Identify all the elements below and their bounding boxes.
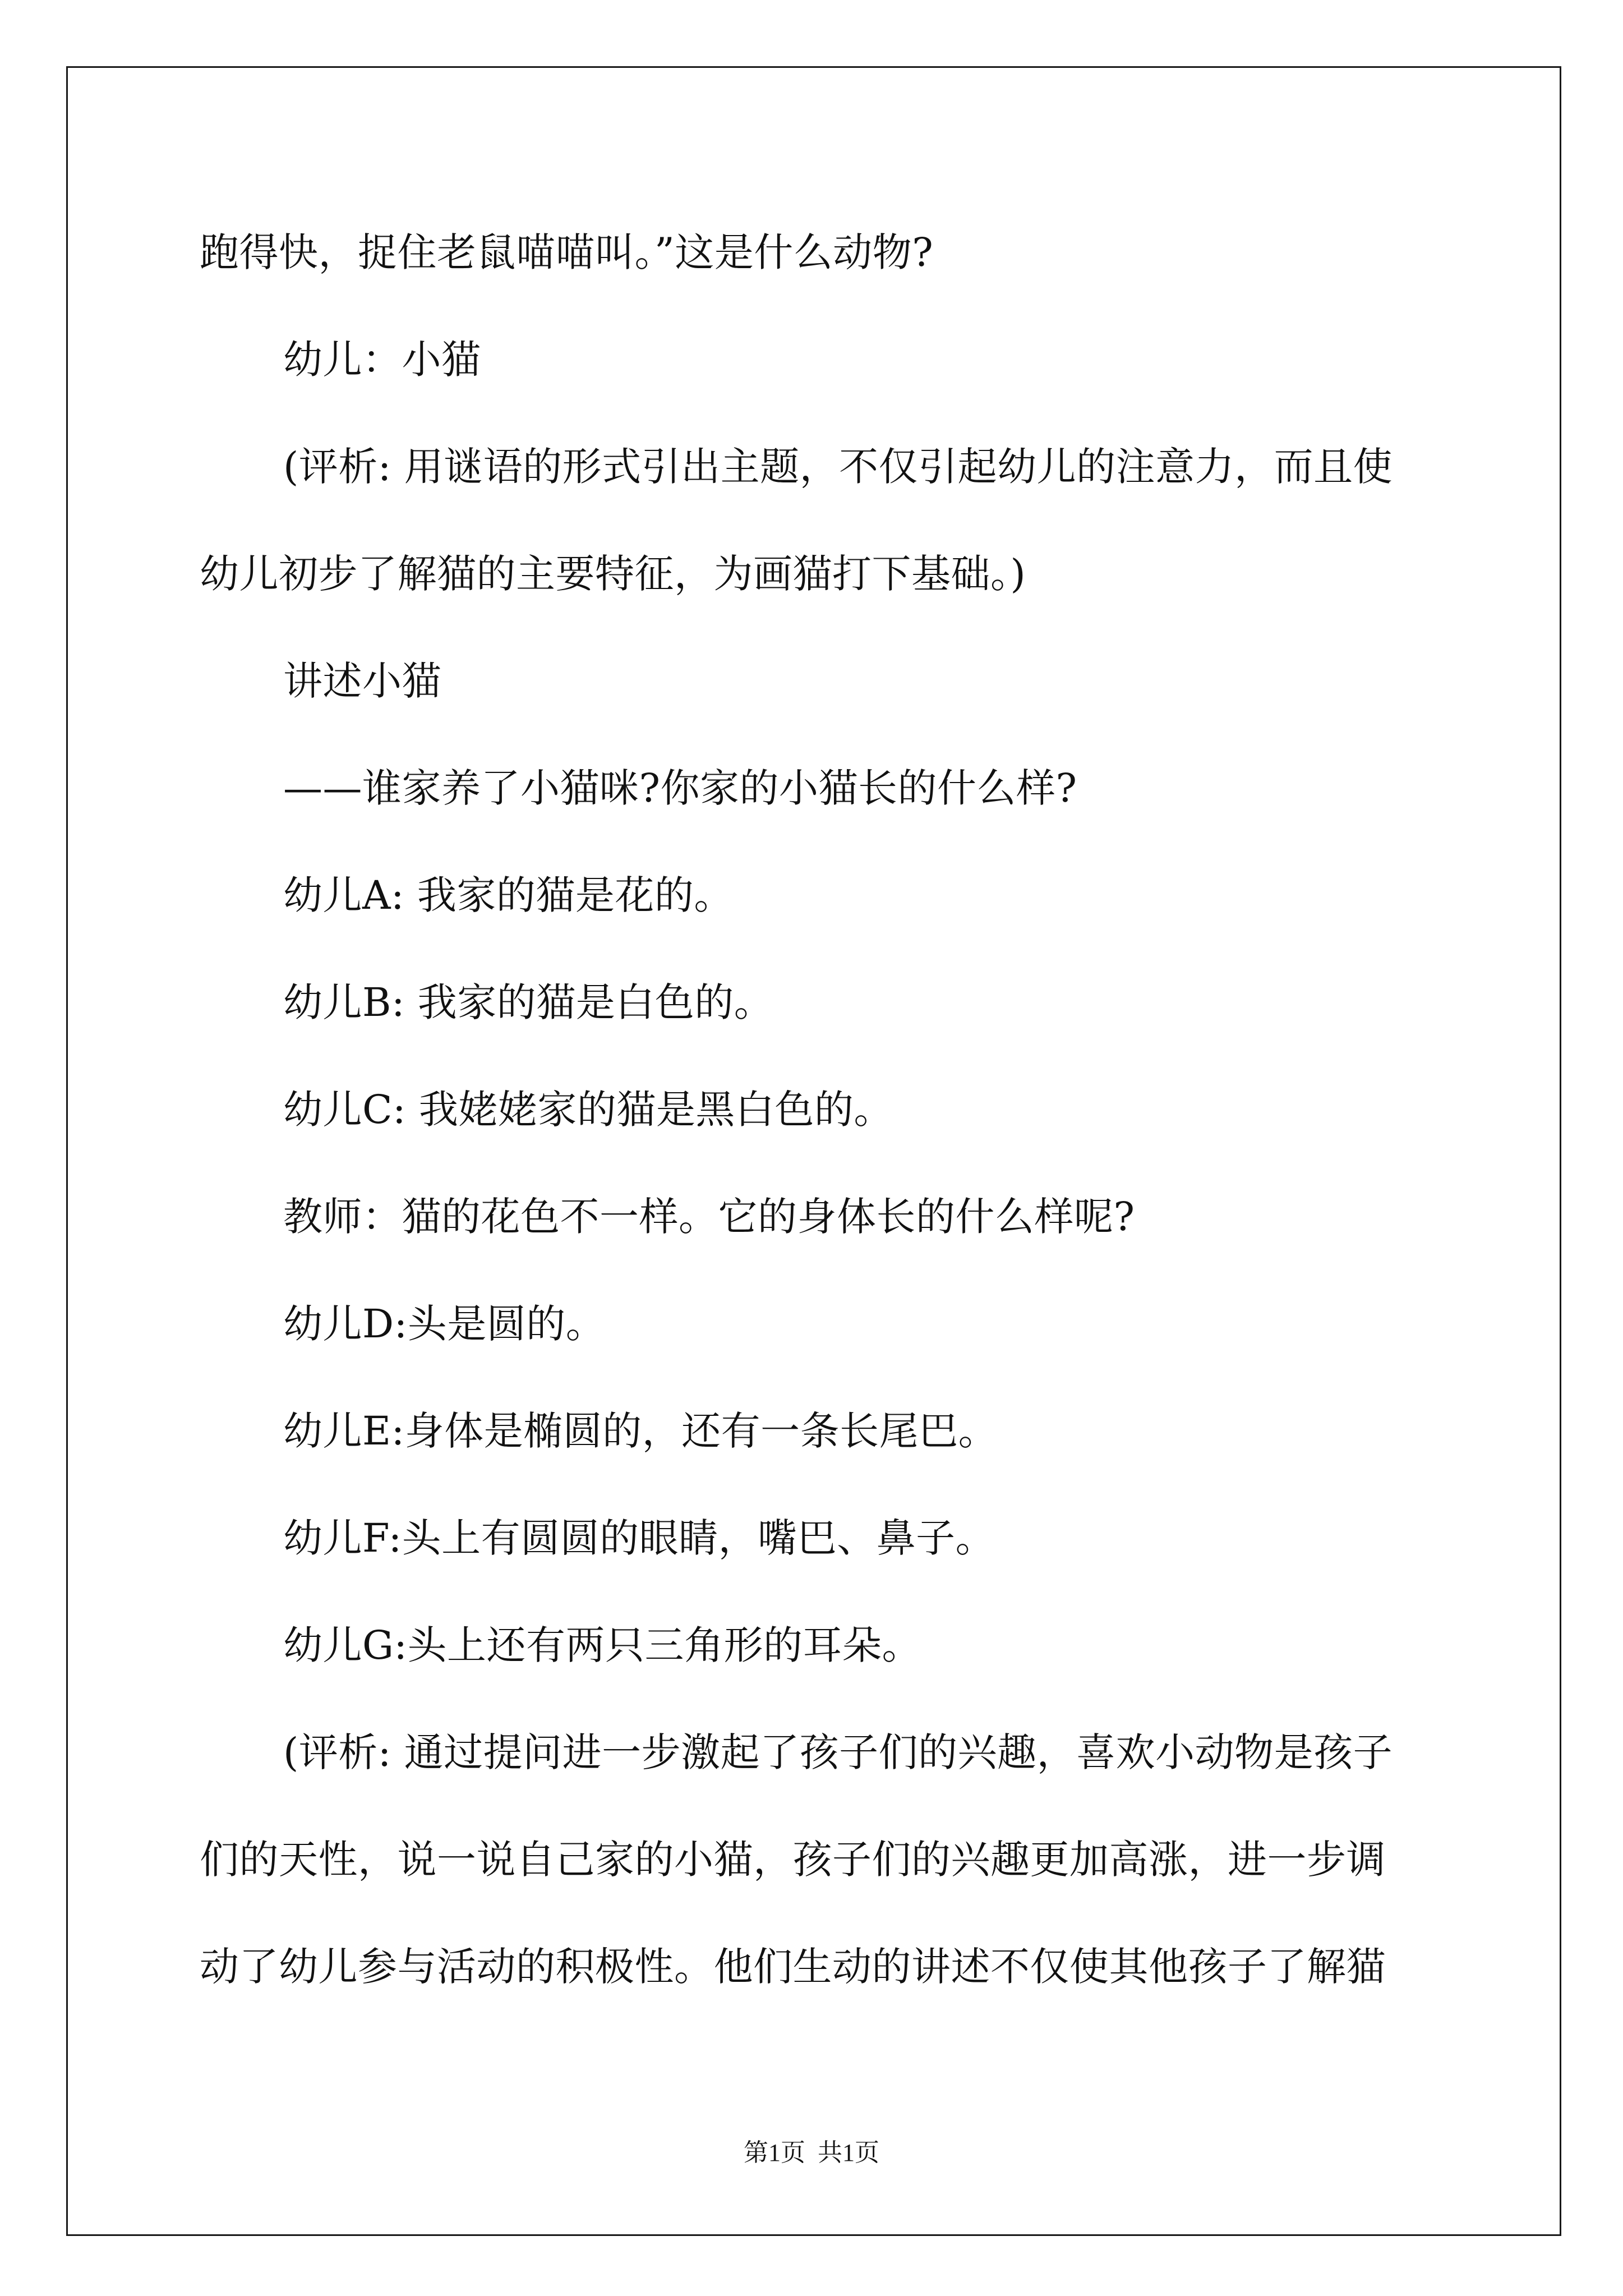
paragraph-line: 幼儿初步了解猫的主要特征，为画猫打下基础。) bbox=[200, 551, 1026, 597]
paragraph-line: 教师：猫的花色不一样。它的身体长的什么样呢? bbox=[283, 1194, 1135, 1240]
paragraph-line: (评析: 用谜语的形式引出主题，不仅引起幼儿的注意力，而且使 bbox=[283, 444, 1393, 490]
paragraph-line: 幼儿G:头上还有两只三角形的耳朵。 bbox=[283, 1622, 922, 1668]
paragraph-line: 动了幼儿参与活动的积极性。他们生动的讲述不仅使其他孩子了解猫 bbox=[200, 1944, 1386, 1990]
paragraph-line: 幼儿：小猫 bbox=[283, 337, 481, 383]
section-heading: 讲述小猫 bbox=[283, 658, 441, 704]
paragraph-line: (评析: 通过提问进一步激起了孩子们的兴趣，喜欢小动物是孩子 bbox=[283, 1729, 1393, 1775]
document-body bbox=[200, 199, 1433, 2021]
paragraph-line: 跑得快，捉住老鼠喵喵叫。”这是什么动物? bbox=[200, 229, 934, 275]
paragraph-line: 幼儿E:身体是椭圆的，还有一条长尾巴。 bbox=[283, 1408, 998, 1454]
paragraph-line: 幼儿B: 我家的猫是白色的。 bbox=[283, 979, 774, 1025]
paragraph-line: ——谁家养了小猫咪?你家的小猫长的什么样? bbox=[283, 765, 1077, 811]
paragraph-line: 们的天性，说一说自己家的小猫，孩子们的兴趣更加高涨，进一步调 bbox=[200, 1837, 1386, 1883]
paragraph-line: 幼儿D:头是圆的。 bbox=[283, 1301, 606, 1347]
paragraph-line: 幼儿C: 我姥姥家的猫是黑白色的。 bbox=[283, 1087, 893, 1133]
paragraph-line: 幼儿A: 我家的猫是花的。 bbox=[283, 872, 734, 918]
paragraph-line: 幼儿F:头上有圆圆的眼睛，嘴巴、鼻子。 bbox=[283, 1515, 995, 1561]
page-footer: 第1页 共1页 bbox=[744, 2139, 879, 2166]
